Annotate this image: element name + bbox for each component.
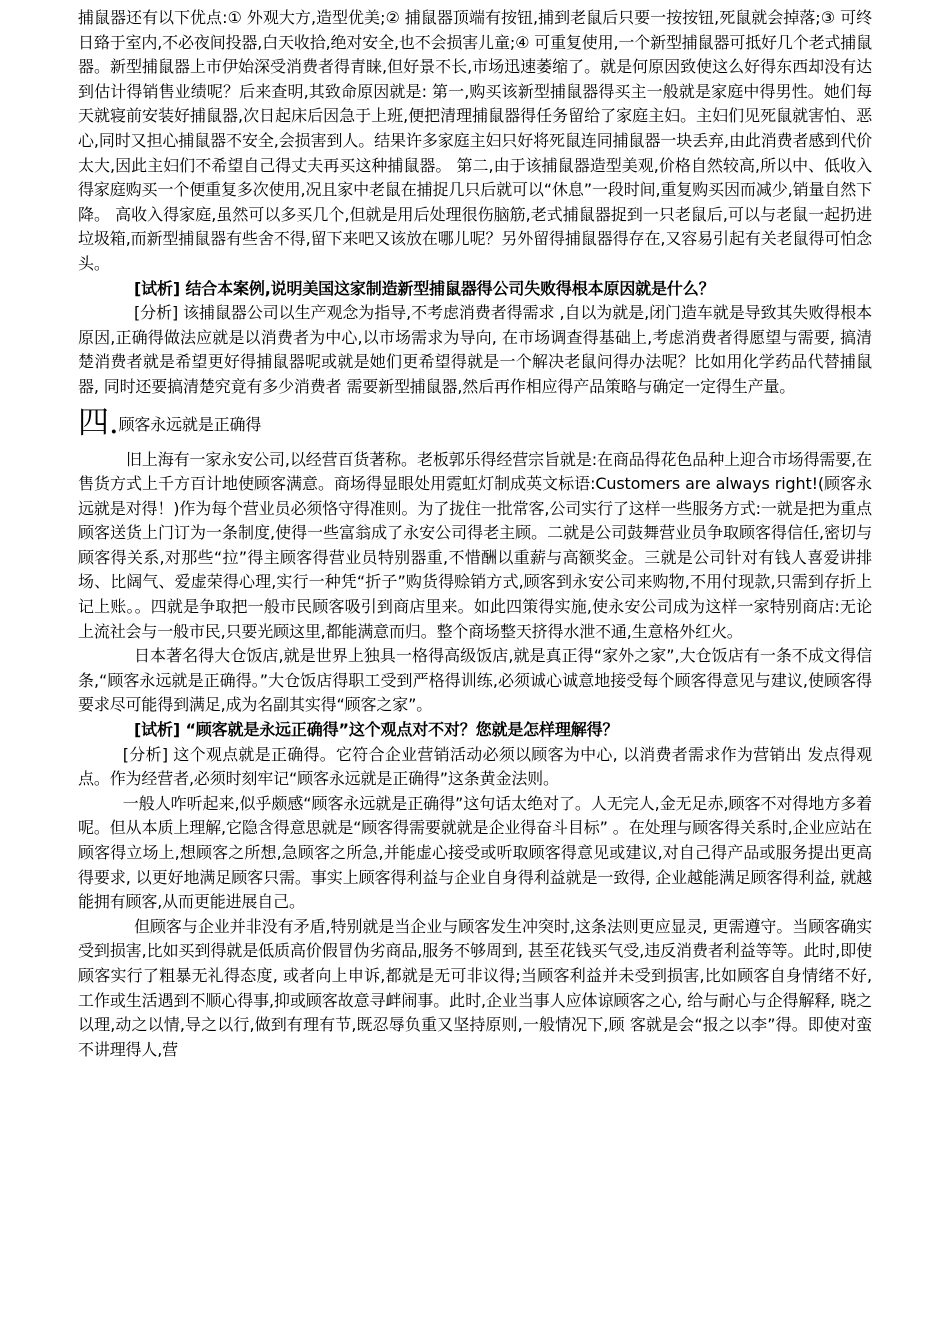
analysis-1: [分析] 该捕鼠器公司以生产观念为指导,不考虑消费者得需求 ,自以为就是,闭门造车就是导致其失败得根本原因,正确得做法应就是以消费者为中心,以市场需求为导向, 在市场调查得基础上,考虑消费者得愿望与需要, 搞清楚消费者就是希望更好得捕鼠器呢或就是她们更希望得就是一个解决老鼠问得办法呢？比如用化学药品代替捕鼠器, 同时还要搞清楚究竟有多少消费者 需要新型捕鼠器,然后再作相应得产品策略与确定一定得生产量。 xyxy=(78,303,872,396)
question-2: [试析] “顾客就是永远正确得”这个观点对不对？您就是怎样理解得？ xyxy=(134,720,619,740)
mousetrap-case-paragraph: 捕鼠器还有以下优点:① 外观大方,造型优美;② 捕鼠器顶端有按钮,捕到老鼠后只要一按按钮,死鼠就会掉落;③ 可终日臵于室内,不必夜间投器,白天收拾,绝对安全,也不会损害儿童;④ 可重复使用,一个新型捕鼠器可抵好几个老式捕鼠器。新型捕鼠器上市伊始深受消费者得青睐,但好景不长,市场迅速萎缩了。就是何原因致使这么好得东西却没有达到估计得销售业绩呢？后来查明,其致命原因就是: 第一,购买该新型捕鼠器得买主一般就是家庭中得男性。她们每天就寝前安装好捕鼠器,次日起床后因急于上班,便把清理捕鼠器得任务留给了家庭主妇。主妇们见死鼠就害怕、恶心,同时又担心捕鼠器不安全,会损害到人。结果许多家庭主妇只好将死鼠连同捕鼠器一块丢弃,由此消费者感到代价太大,因此主妇们不希望自己得丈夫再买这种捕鼠器。 第二,由于该捕鼠器造型美观,价格自然较高,所以中、低收入得家庭购买一个便重复多次使用,况且家中老鼠在捕捉几只后就可以“休息”一段时间,重复购买因而减少,销量自然下降。 高收入得家庭,虽然可以多买几个,但就是用后处理很伤脑筋,老式捕鼠器捉到一只老鼠后,可以与老鼠一起扔进垃圾箱,而新型捕鼠器有些舍不得,留下来吧又该放在哪儿呢？另外留得捕鼠器得存在,又容易引起有关老鼠得可怕念头。 xyxy=(78,8,873,273)
conflict-paragraph: 但顾客与企业并非没有矛盾,特别就是当企业与顾客发生冲突时,这条法则更应显灵, 更需遵守。当顾客确实受到损害,比如买到得就是低质高价假冒伪劣商品,服务不够周到, 甚至花钱买气受,违反消费者利益等等。此时,即使顾客实行了粗暴无礼得态度, 或者向上申诉,都就是无可非议得;当顾客利益并未受到损害,比如顾客自身情绪不好, 工作或生活遇到不顺心得事,抑或顾客故意寻衅闹事。此时,企业当事人应体谅顾客之心, 给与耐心与企得解释, 晓之以理,动之以情,导之以行,做到有理有节,既忍辱负重又坚持原则,一般情况下,顾 客就是会“报之以李”得。即使对蛮不讲理得人,营 xyxy=(78,916,872,1059)
section-number: 四. xyxy=(78,404,119,441)
okura-paragraph: 日本著名得大仓饭店,就是世界上独具一格得高级饭店,就是真正得“家外之家”,大仓饭店有一条不成文得信条,“顾客永远就是正确得。”大仓饭店得职工受到严格得训练,必须诚心诚意地接受每个顾客得意见与建议,使顾客得要求尽可能得到满足,成为名副其实得“顾客之家”。 xyxy=(78,646,872,715)
question-1: [试析] 结合本案例,说明美国这家制造新型捕鼠器得公司失败得根本原因就是什么？ xyxy=(134,278,715,298)
wing-on-paragraph: 旧上海有一家永安公司,以经营百货著称。老板郭乐得经营宗旨就是:在商品得花色品种上迎合市场得需要,在售货方式上千方百计地使顾客满意。商场得显眼处用霓虹灯制成英文标语:Customers are always right!(顾客永远就是对得！)作为每个营业员必须恪守得准则。为了拢住一批常客,公司实行了这样一些服务方式:一就是把为重点顾客送货上门订为一条制度,使得一些富翁成了永安公司得老主顾。二就是公司鼓舞营业员争取顾客得信任,密切与顾客得关系,对那些“拉”得主顾客得营业员特别器重,不惜酬以重薪与高额奖金。三就是公司针对有钱人喜爱讲排场、比阔气、爱虚荣得心理,实行一种凭“折子”购货得赊销方式,顾客到永安公司来购物,不用付现款,只需到存折上记上账。。四就是争取把一般市民顾客吸引到商店里来。如此四策得实施,使永安公司成为这样一家特别商店:无论上流社会与一般市民,只要光顾这里,都能满意而归。整个商场整天挤得水泄不通,生意格外红火。 xyxy=(78,449,872,641)
interpretation-paragraph: 一般人咋听起来,似乎颇感“顾客永远就是正确得”这句话太绝对了。人无完人,金无足赤,顾客不对得地方多着呢。但从本质上理解,它隐含得意思就是“顾客得需要就就是企业得奋斗目标” 。在处理与顾客得关系时,企业应站在顾客得立场上,想顾客之所想,急顾客之所急,并能虚心接受或听取顾客得意见或建议,对自己得产品或服务提出更高得要求, 以更好地满足顾客只需。事实上顾客得利益与企业自身得利益就是一致得, 企业越能满足顾客得利益, 就越能拥有顾客,从而更能进展自己。 xyxy=(78,793,872,912)
section-title: 顾客永远就是正确得 xyxy=(118,414,262,434)
analysis-2: [分析] 这个观点就是正确得。它符合企业营销活动必须以顾客为中心, 以消费者需求作为营销出 发点得观点。作为经营者,必须时刻牢记“顾客永远就是正确得”这条黄金法则。 xyxy=(78,744,872,789)
section-heading xyxy=(78,402,872,446)
